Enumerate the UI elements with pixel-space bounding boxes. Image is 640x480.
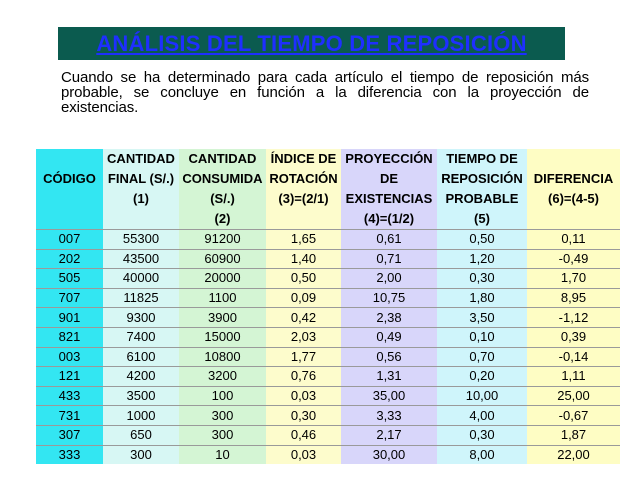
- header-proyeccion: PROYECCIÓN: [341, 149, 437, 169]
- header-indice-rotacion: ÍNDICE DE: [266, 149, 341, 169]
- table-row: [36, 445, 620, 464]
- cell-cantidad-consumida: 60900: [179, 249, 266, 269]
- header-diferencia-label: DIFERENCIA: [533, 171, 614, 186]
- cell-cantidad-consumida: 100: [179, 386, 266, 406]
- cell-codigo: 821: [36, 327, 103, 347]
- cell-proyeccion: 2,38: [341, 308, 437, 328]
- cell-diferencia: -1,12: [527, 308, 620, 328]
- cell-diferencia: 8,95: [527, 288, 620, 308]
- cell-proyeccion: 0,61: [341, 230, 437, 250]
- cell-diferencia: -0,49: [527, 249, 620, 269]
- cell-proyeccion: 0,49: [341, 327, 437, 347]
- cell-cantidad-consumida: 10800: [179, 347, 266, 367]
- cell-diferencia: 0,39: [527, 327, 620, 347]
- cell-indice-rotacion: 0,46: [266, 425, 341, 445]
- cell-proyeccion: 2,00: [341, 269, 437, 289]
- cell-tiempo-reposicion: 0,30: [437, 269, 527, 289]
- cell-tiempo-reposicion: 4,00: [437, 406, 527, 426]
- cell-proyeccion: 3,33: [341, 406, 437, 426]
- cell-cantidad-final: 43500: [103, 249, 179, 269]
- table-row: [36, 230, 620, 250]
- title-banner: [58, 27, 565, 60]
- intro-paragraph: Cuando se ha determinado para cada artículo el tiempo de reposición más probable, se concluye en función a la diferencia con la proyección de existencias.: [61, 69, 589, 116]
- cell-cantidad-consumida: 3200: [179, 367, 266, 387]
- cell-cantidad-final: 300: [103, 445, 179, 464]
- table-row: [36, 249, 620, 269]
- cell-cantidad-consumida: 20000: [179, 269, 266, 289]
- cell-proyeccion: 1,31: [341, 367, 437, 387]
- cell-diferencia: 25,00: [527, 386, 620, 406]
- cell-indice-rotacion: 1,40: [266, 249, 341, 269]
- cell-codigo: 901: [36, 308, 103, 328]
- cell-cantidad-consumida: 300: [179, 406, 266, 426]
- cell-indice-rotacion: 0,76: [266, 367, 341, 387]
- cell-tiempo-reposicion: 1,80: [437, 288, 527, 308]
- cell-cantidad-final: 7400: [103, 327, 179, 347]
- cell-codigo: 433: [36, 386, 103, 406]
- cell-indice-rotacion: 0,50: [266, 269, 341, 289]
- table-body: [36, 230, 620, 465]
- cell-proyeccion: 30,00: [341, 445, 437, 464]
- header-cantidad-final: CANTIDAD: [103, 149, 179, 169]
- cell-proyeccion: 0,56: [341, 347, 437, 367]
- page-title: ANÁLISIS DEL TIEMPO DE REPOSICIÓN: [96, 30, 527, 56]
- table-row: [36, 367, 620, 387]
- cell-cantidad-consumida: 1100: [179, 288, 266, 308]
- cell-cantidad-consumida: 300: [179, 425, 266, 445]
- cell-cantidad-final: 40000: [103, 269, 179, 289]
- cell-indice-rotacion: 0,03: [266, 386, 341, 406]
- cell-cantidad-consumida: 10: [179, 445, 266, 464]
- cell-tiempo-reposicion: 0,20: [437, 367, 527, 387]
- table-row: [36, 425, 620, 445]
- cell-tiempo-reposicion: 0,50: [437, 230, 527, 250]
- cell-cantidad-consumida: 91200: [179, 230, 266, 250]
- cell-tiempo-reposicion: 0,70: [437, 347, 527, 367]
- cell-codigo: 202: [36, 249, 103, 269]
- cell-codigo: 731: [36, 406, 103, 426]
- cell-tiempo-reposicion: 0,30: [437, 425, 527, 445]
- cell-tiempo-reposicion: 3,50: [437, 308, 527, 328]
- table-row: [36, 386, 620, 406]
- cell-cantidad-final: 55300: [103, 230, 179, 250]
- cell-codigo: 007: [36, 230, 103, 250]
- cell-diferencia: -0,67: [527, 406, 620, 426]
- cell-codigo: 333: [36, 445, 103, 464]
- cell-indice-rotacion: 1,77: [266, 347, 341, 367]
- cell-tiempo-reposicion: 1,20: [437, 249, 527, 269]
- cell-proyeccion: 35,00: [341, 386, 437, 406]
- cell-codigo: 121: [36, 367, 103, 387]
- cell-cantidad-final: 650: [103, 425, 179, 445]
- cell-indice-rotacion: 0,42: [266, 308, 341, 328]
- header-diferencia: [527, 149, 620, 169]
- cell-proyeccion: 0,71: [341, 249, 437, 269]
- cell-indice-rotacion: 0,30: [266, 406, 341, 426]
- cell-indice-rotacion: 0,09: [266, 288, 341, 308]
- cell-diferencia: 0,11: [527, 230, 620, 250]
- cell-indice-rotacion: 1,65: [266, 230, 341, 250]
- replenishment-table: CANTIDAD CANTIDAD ÍNDICE DE PROYECCIÓN TIEMPO DE CÓDIGO FINAL (S/.) CONSUMIDA ROTACIÓN DE REPOSICIÓN DIFERENCIA (1) (S/.) (3)=(2/1) EXISTENCIAS PROBABLE (6)=(4-5) (2) (4)=(1/2) (5) 007 55300 91200 1,65 0,61 0,50 0,11 202 43500 60900 1,40 0,71 1,20 -0,49 505 40000 20000 0,50 2,00 0,30 1,70 707 11825 1100 0,09 10,75 1,80 8,95 901 9300 3900 0,42 2,38 3,50 -1,12 821 7400 15000 2,03 0,49 0,10 0,39 003 6100 10800 1,77 0,56 0,70 -0,14 121 4200 3200 0,76 1,31 0,20 1,11 433 3500 100 0,03 35,00 10,00 25,00 731 1000 300 0,30 3,33 4,00 -0,67 307 650 300 0,46 2,17 0,30 1,87 333 300 10 0,03 30,00 8,00 22,00: [36, 149, 620, 464]
- cell-proyeccion: 10,75: [341, 288, 437, 308]
- table-row: [36, 288, 620, 308]
- header-codigo: [36, 149, 103, 169]
- cell-cantidad-consumida: 15000: [179, 327, 266, 347]
- cell-tiempo-reposicion: 10,00: [437, 386, 527, 406]
- cell-cantidad-final: 11825: [103, 288, 179, 308]
- cell-diferencia: 1,87: [527, 425, 620, 445]
- table-row: [36, 269, 620, 289]
- cell-cantidad-final: 3500: [103, 386, 179, 406]
- cell-codigo: 505: [36, 269, 103, 289]
- table-row: [36, 406, 620, 426]
- cell-codigo: 307: [36, 425, 103, 445]
- cell-diferencia: 1,70: [527, 269, 620, 289]
- header-cantidad-consumida: CANTIDAD: [179, 149, 266, 169]
- cell-cantidad-final: 4200: [103, 367, 179, 387]
- table-row: [36, 347, 620, 367]
- cell-cantidad-final: 9300: [103, 308, 179, 328]
- cell-diferencia: -0,14: [527, 347, 620, 367]
- cell-codigo: 707: [36, 288, 103, 308]
- cell-cantidad-final: 1000: [103, 406, 179, 426]
- table-row: [36, 308, 620, 328]
- cell-indice-rotacion: 2,03: [266, 327, 341, 347]
- cell-diferencia: 22,00: [527, 445, 620, 464]
- cell-cantidad-final: 6100: [103, 347, 179, 367]
- cell-proyeccion: 2,17: [341, 425, 437, 445]
- table-row: [36, 327, 620, 347]
- cell-cantidad-consumida: 3900: [179, 308, 266, 328]
- cell-indice-rotacion: 0,03: [266, 445, 341, 464]
- header-codigo-label: CÓDIGO: [43, 171, 96, 186]
- cell-diferencia: 1,11: [527, 367, 620, 387]
- cell-tiempo-reposicion: 8,00: [437, 445, 527, 464]
- header-tiempo-reposicion: TIEMPO DE: [437, 149, 527, 169]
- cell-codigo: 003: [36, 347, 103, 367]
- cell-tiempo-reposicion: 0,10: [437, 327, 527, 347]
